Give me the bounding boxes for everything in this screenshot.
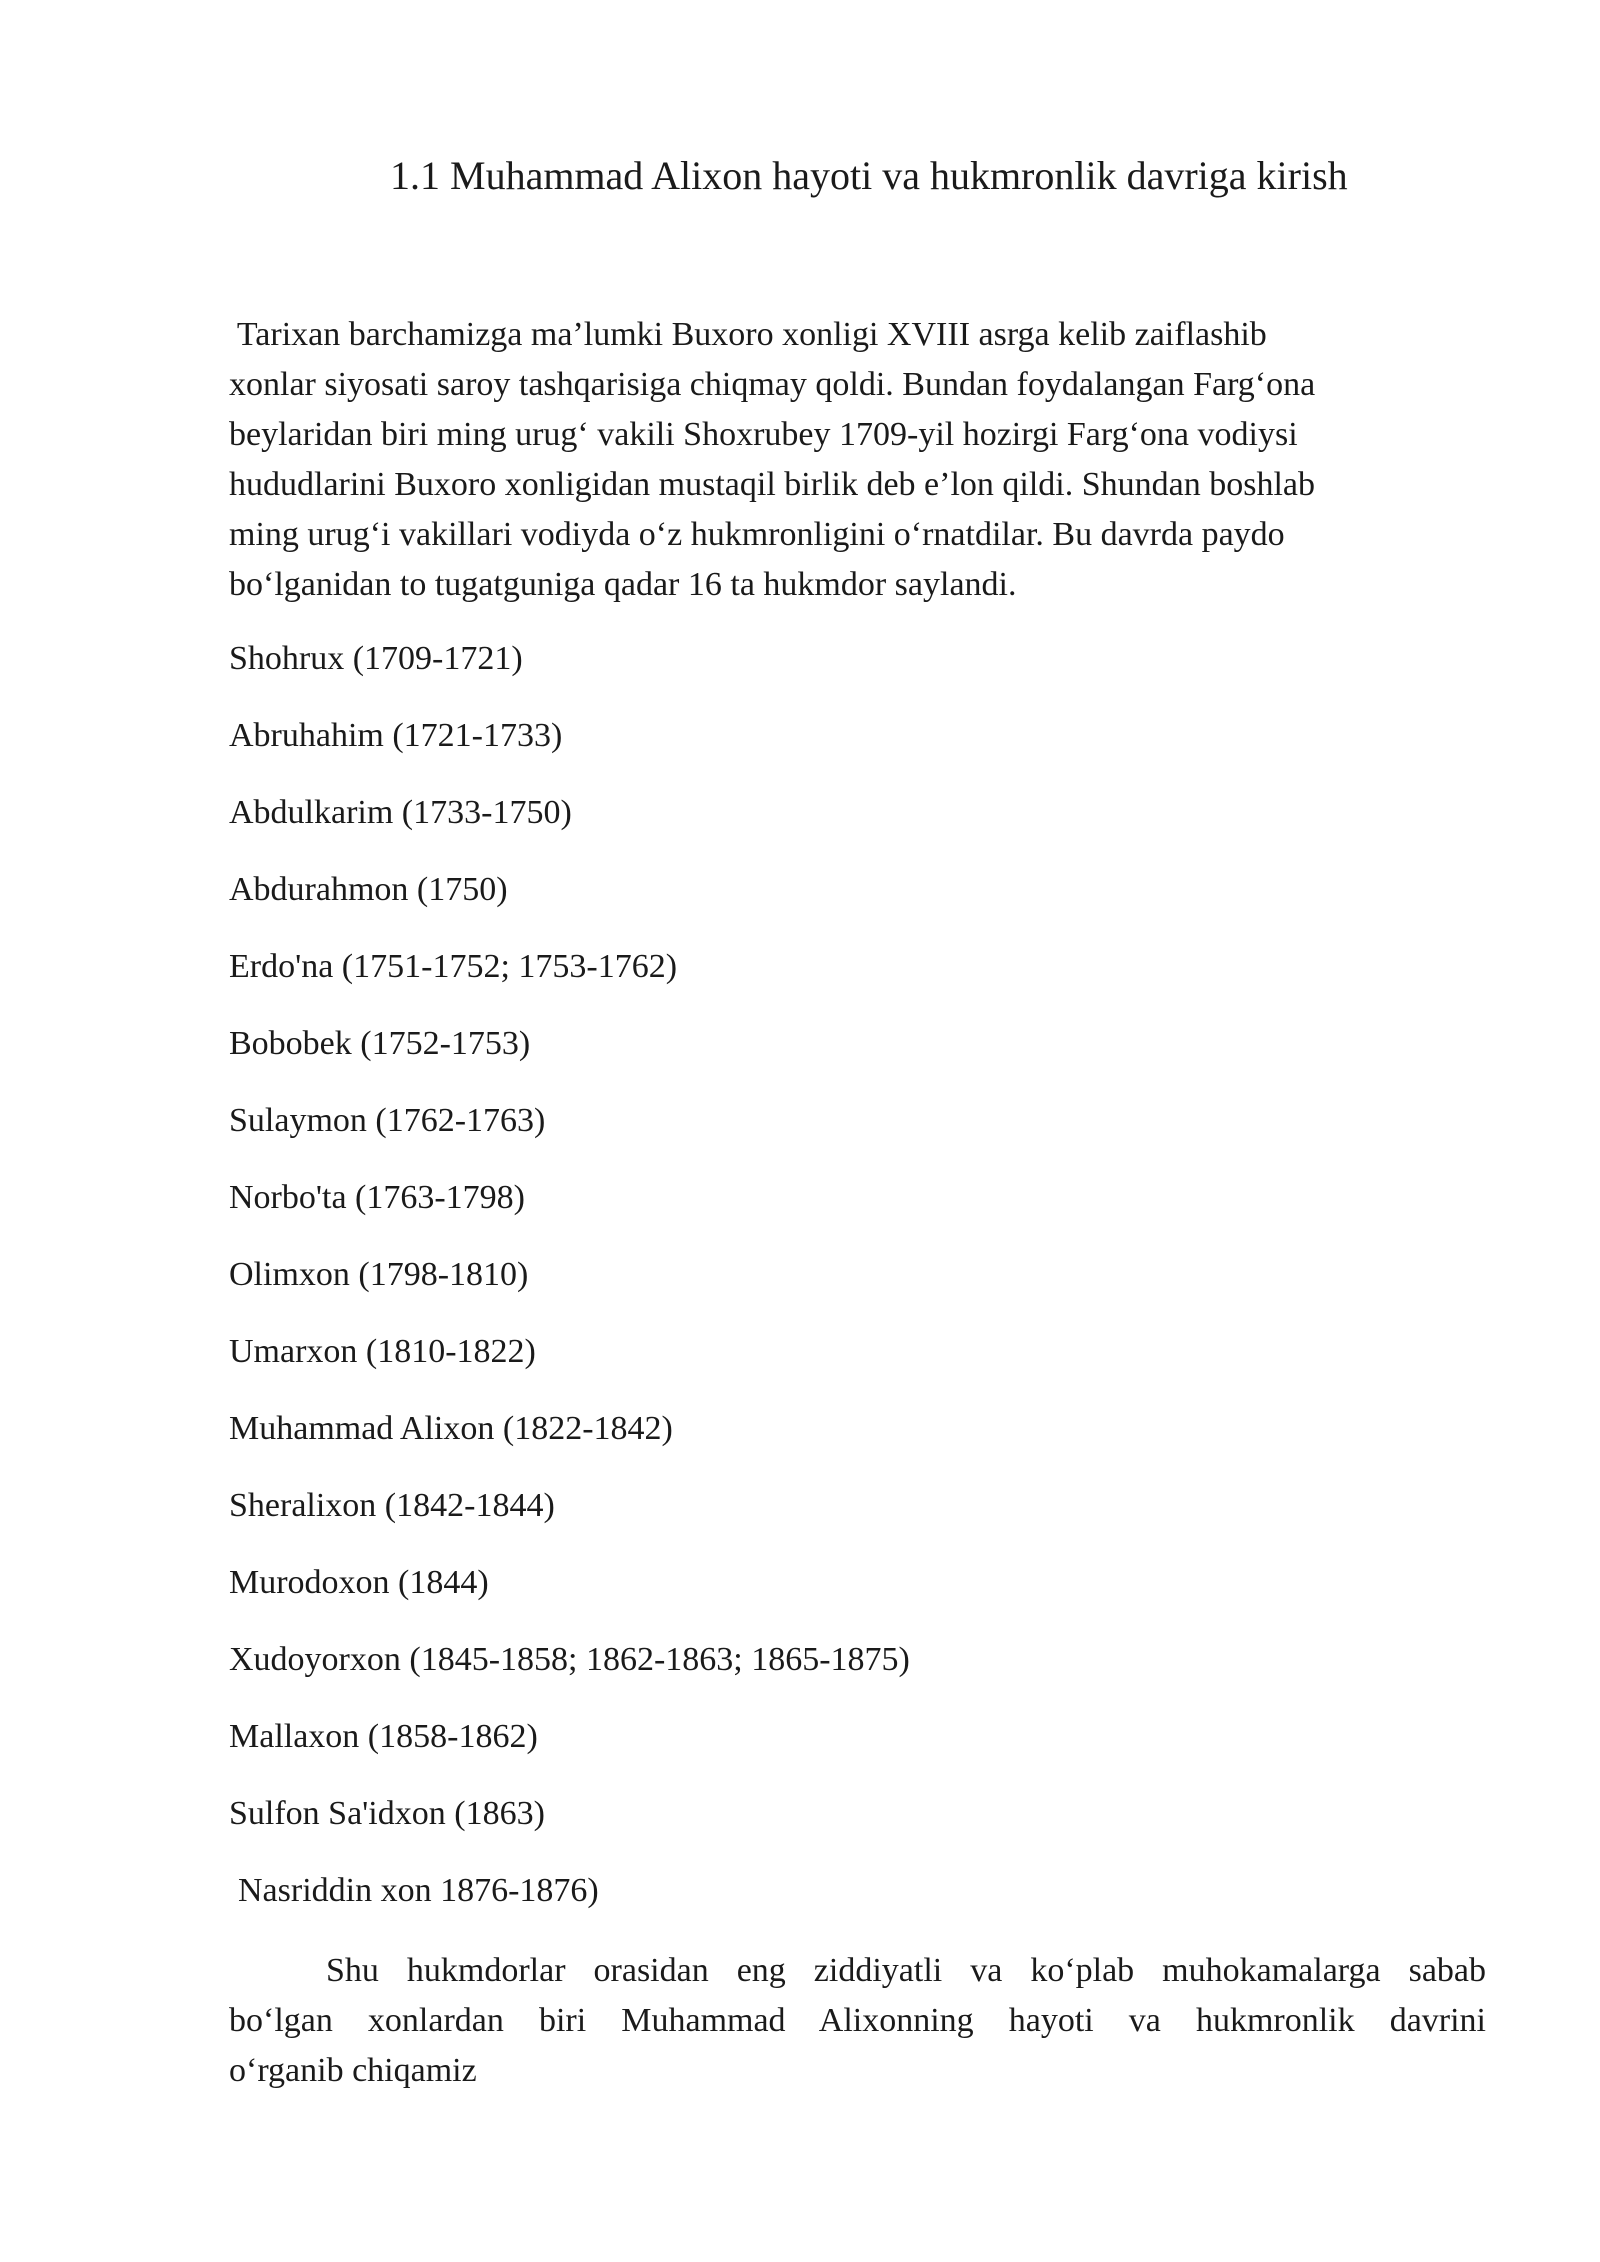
ruler-item: Olimxon (1798-1810) bbox=[229, 1256, 529, 1293]
ruler-item: Murodoxon (1844) bbox=[229, 1564, 489, 1601]
closing-line: o‘rganib chiqamiz bbox=[229, 2052, 477, 2089]
intro-line: bo‘lganidan to tugatguniga qadar 16 ta hukmdor saylandi. bbox=[229, 566, 1017, 603]
ruler-item: Norbo'ta (1763-1798) bbox=[229, 1179, 526, 1216]
section-heading: 1.1 Muhammad Alixon hayoti va hukmronlik davriga kirish bbox=[390, 153, 1348, 198]
ruler-item: Abruhahim (1721-1733) bbox=[229, 717, 563, 754]
ruler-item: Xudoyorxon (1845-1858; 1862-1863; 1865-1875) bbox=[229, 1641, 910, 1678]
ruler-item: Umarxon (1810-1822) bbox=[229, 1333, 536, 1370]
ruler-item: Nasriddin xon 1876-1876) bbox=[238, 1872, 599, 1909]
ruler-item: Abdulkarim (1733-1750) bbox=[229, 794, 572, 831]
ruler-item: Sulaymon (1762-1763) bbox=[229, 1102, 546, 1139]
ruler-item: Erdo'na (1751-1752; 1753-1762) bbox=[229, 948, 678, 985]
rulers-list bbox=[229, 634, 910, 1943]
intro-line: xonlar siyosati saroy tashqarisiga chiqmay qoldi. Bundan foydalangan Farg‘ona bbox=[229, 366, 1316, 403]
ruler-item: Muhammad Alixon (1822-1842) bbox=[229, 1410, 673, 1447]
intro-paragraph bbox=[229, 310, 1499, 610]
closing-paragraph bbox=[229, 1946, 1486, 2096]
ruler-item: Mallaxon (1858-1862) bbox=[229, 1718, 538, 1755]
intro-line: hududlarini Buxoro xonligidan mustaqil birlik deb e’lon qildi. Shundan boshlab bbox=[229, 466, 1316, 503]
intro-line: Tarixan barchamizga ma’lumki Buxoro xonligi XVIII asrga kelib zaiflashib bbox=[229, 316, 1267, 353]
closing-line: Shu hukmdorlar orasidan eng ziddiyatli va ko‘plab muhokamalarga sabab bbox=[326, 1952, 1486, 1989]
ruler-item: Bobobek (1752-1753) bbox=[229, 1025, 531, 1062]
ruler-item: Sheralixon (1842-1844) bbox=[229, 1487, 555, 1524]
ruler-item: Abdurahmon (1750) bbox=[229, 871, 508, 908]
ruler-item: Shohrux (1709-1721) bbox=[229, 640, 523, 677]
closing-line: bo‘lgan xonlardan biri Muhammad Alixonning hayoti va hukmronlik davrini bbox=[229, 2002, 1486, 2039]
intro-line: ming urug‘i vakillari vodiyda o‘z hukmronligini o‘rnatdilar. Bu davrda paydo bbox=[229, 516, 1285, 553]
intro-line: beylaridan biri ming urug‘ vakili Shoxrubey 1709-yil hozirgi Farg‘ona vodiysi bbox=[229, 416, 1298, 453]
ruler-item: Sulfon Sa'idxon (1863) bbox=[229, 1795, 545, 1832]
